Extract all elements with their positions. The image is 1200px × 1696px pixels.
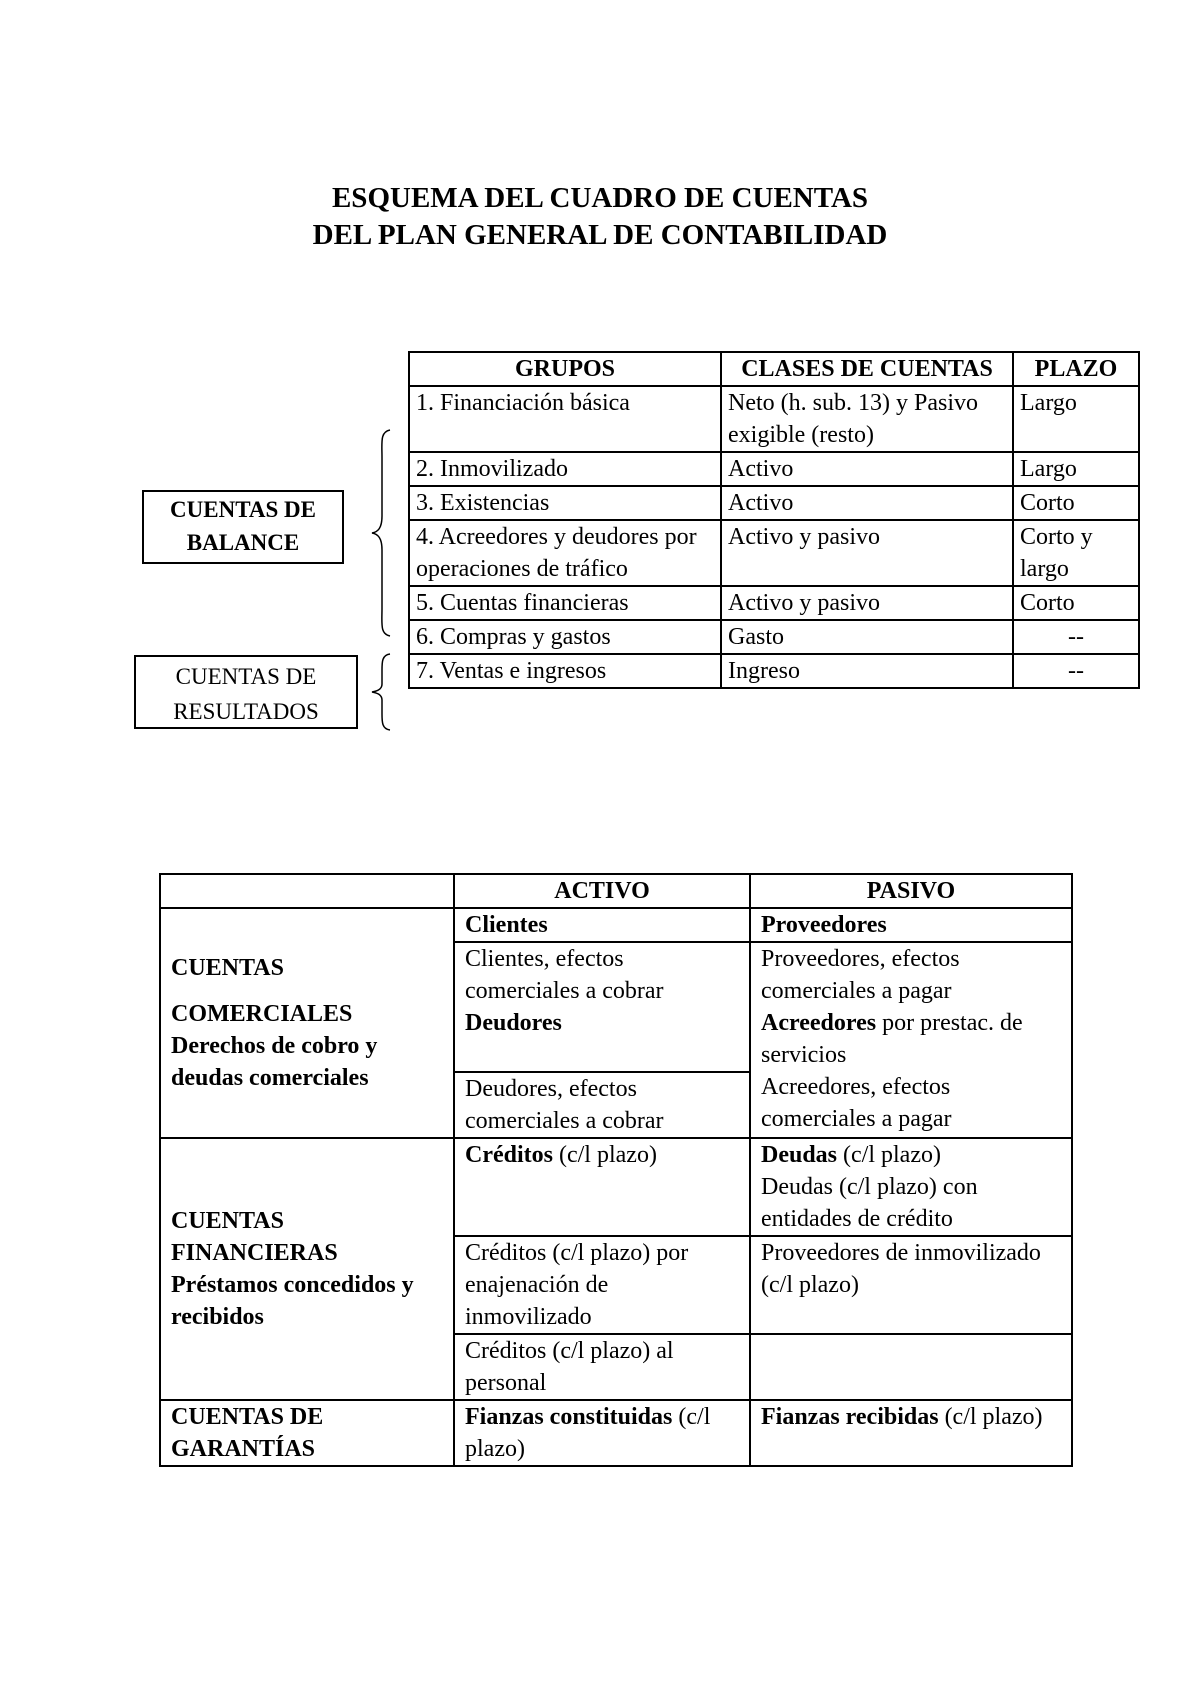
fianzas-constituidas-head: Fianzas constituidas (465, 1404, 673, 1430)
grupo-cell: 2. Inmovilizado (409, 452, 721, 486)
balance-brace-icon (368, 428, 398, 638)
title-line-1: ESQUEMA DEL CUADRO DE CUENTAS (331, 182, 869, 214)
fianzas-recibidas-cell (750, 1400, 1072, 1466)
acreedores-efectos: Acreedores, efectos comerciales a pagar (761, 1074, 952, 1132)
deudas-cell (750, 1138, 1072, 1236)
clase-cell: Activo y pasivo (721, 586, 1013, 620)
fianzas-constituidas-rest: (c/l plazo) (465, 1404, 711, 1462)
title-line-2: DEL PLAN GENERAL DE CONTABILIDAD (312, 219, 888, 251)
grupos-table (408, 351, 1140, 689)
table-row (409, 452, 1139, 486)
acreedores-head: Acreedores (761, 1010, 877, 1036)
grupo-cell: 3. Existencias (409, 486, 721, 520)
header-clases: CLASES DE CUENTAS (721, 352, 1013, 386)
table-row (409, 620, 1139, 654)
financieras-label-1: CUENTAS (171, 1208, 284, 1234)
plazo-cell: -- (1013, 654, 1139, 688)
grupo-cell: 6. Compras y gastos (409, 620, 721, 654)
clase-cell: Activo y pasivo (721, 520, 1013, 586)
creditos-cell (454, 1138, 750, 1236)
table-row (409, 654, 1139, 688)
grupo-cell: 1. Financiación básica (409, 386, 721, 452)
grupo-cell: 4. Acreedores y deudores por operaciones de tráfico (409, 520, 721, 586)
creditos-personal-cell: Créditos (c/l plazo) al personal (454, 1334, 750, 1400)
activo-pasivo-table (159, 873, 1073, 1467)
comerciales-sublabel: Derechos de cobro y deudas comerciales (171, 1033, 378, 1091)
fianzas-constituidas-cell (454, 1400, 750, 1466)
empty-cell (750, 1334, 1072, 1400)
plazo-cell: Corto y largo (1013, 520, 1139, 586)
proveedores-text: Proveedores, efectos comerciales a pagar (761, 946, 960, 1004)
table-header-row (409, 352, 1139, 386)
financieras-label-cell (160, 1138, 454, 1400)
clase-cell: Gasto (721, 620, 1013, 654)
table-header-row (160, 874, 1072, 908)
grupo-cell: 5. Cuentas financieras (409, 586, 721, 620)
financieras-sublabel: Préstamos concedidos y recibidos (171, 1272, 414, 1330)
resultados-label-1: CUENTAS DE (175, 664, 317, 689)
plazo-cell: Corto (1013, 486, 1139, 520)
acreedores-rest: por prestac. de servicios (761, 1010, 1023, 1068)
header-grupos: GRUPOS (409, 352, 721, 386)
fianzas-recibidas-rest: (c/l plazo) (938, 1404, 1043, 1430)
deudas-line (761, 1139, 1061, 1171)
clientes-cell (454, 942, 750, 1072)
header-plazo: PLAZO (1013, 352, 1139, 386)
clientes-text: Clientes, efectos comerciales a cobrar (465, 946, 664, 1004)
balance-label-2: BALANCE (186, 530, 300, 555)
proveedores-inmovilizado-cell: Proveedores de inmovilizado (c/l plazo) (750, 1236, 1072, 1334)
grupo-cell: 7. Ventas e ingresos (409, 654, 721, 688)
clase-cell: Activo (721, 452, 1013, 486)
cuentas-de-resultados-box (134, 655, 358, 729)
deudores-head: Deudores (465, 1010, 562, 1036)
resultados-brace-icon (368, 652, 398, 732)
acreedores-line (761, 1007, 1061, 1071)
balance-label-1: CUENTAS DE (170, 497, 316, 522)
comerciales-label-cell (160, 908, 454, 1138)
comerciales-label-1: CUENTAS (171, 955, 284, 981)
deudas-rest: (c/l plazo) (837, 1142, 941, 1168)
proveedores-cell (750, 942, 1072, 1138)
header-activo: ACTIVO (454, 874, 750, 908)
plazo-cell: -- (1013, 620, 1139, 654)
clientes-head-cell: Clientes (454, 908, 750, 942)
comerciales-label-2: COMERCIALES (171, 1001, 353, 1027)
deudas-entidades: Deudas (c/l plazo) con entidades de crédito (761, 1174, 978, 1232)
cuentas-de-balance-box (142, 490, 344, 564)
table-row (409, 486, 1139, 520)
garantias-label-cell: CUENTAS DE GARANTÍAS (160, 1400, 454, 1466)
clase-cell: Neto (h. sub. 13) y Pasivo exigible (resto) (721, 386, 1013, 452)
table-row (160, 1400, 1072, 1466)
page-title (0, 180, 1200, 254)
creditos-head: Créditos (465, 1142, 553, 1168)
table-row (409, 386, 1139, 452)
table-row (409, 586, 1139, 620)
deudas-head: Deudas (761, 1142, 838, 1168)
proveedores-head-cell: Proveedores (750, 908, 1072, 942)
creditos-enajenacion-cell: Créditos (c/l plazo) por enajenación de inmovilizado (454, 1236, 750, 1334)
financieras-label-2: FINANCIERAS (171, 1240, 338, 1266)
fianzas-recibidas-head: Fianzas recibidas (761, 1404, 939, 1430)
table-row (160, 908, 1072, 942)
plazo-cell: Largo (1013, 452, 1139, 486)
resultados-label-2: RESULTADOS (173, 699, 319, 724)
clase-cell: Ingreso (721, 654, 1013, 688)
deudores-cell: Deudores, efectos comerciales a cobrar (454, 1072, 750, 1138)
table-row (160, 1138, 1072, 1236)
table-row (409, 520, 1139, 586)
header-empty (160, 874, 454, 908)
plazo-cell: Largo (1013, 386, 1139, 452)
creditos-rest: (c/l plazo) (552, 1142, 657, 1168)
plazo-cell: Corto (1013, 586, 1139, 620)
clase-cell: Activo (721, 486, 1013, 520)
header-pasivo: PASIVO (750, 874, 1072, 908)
